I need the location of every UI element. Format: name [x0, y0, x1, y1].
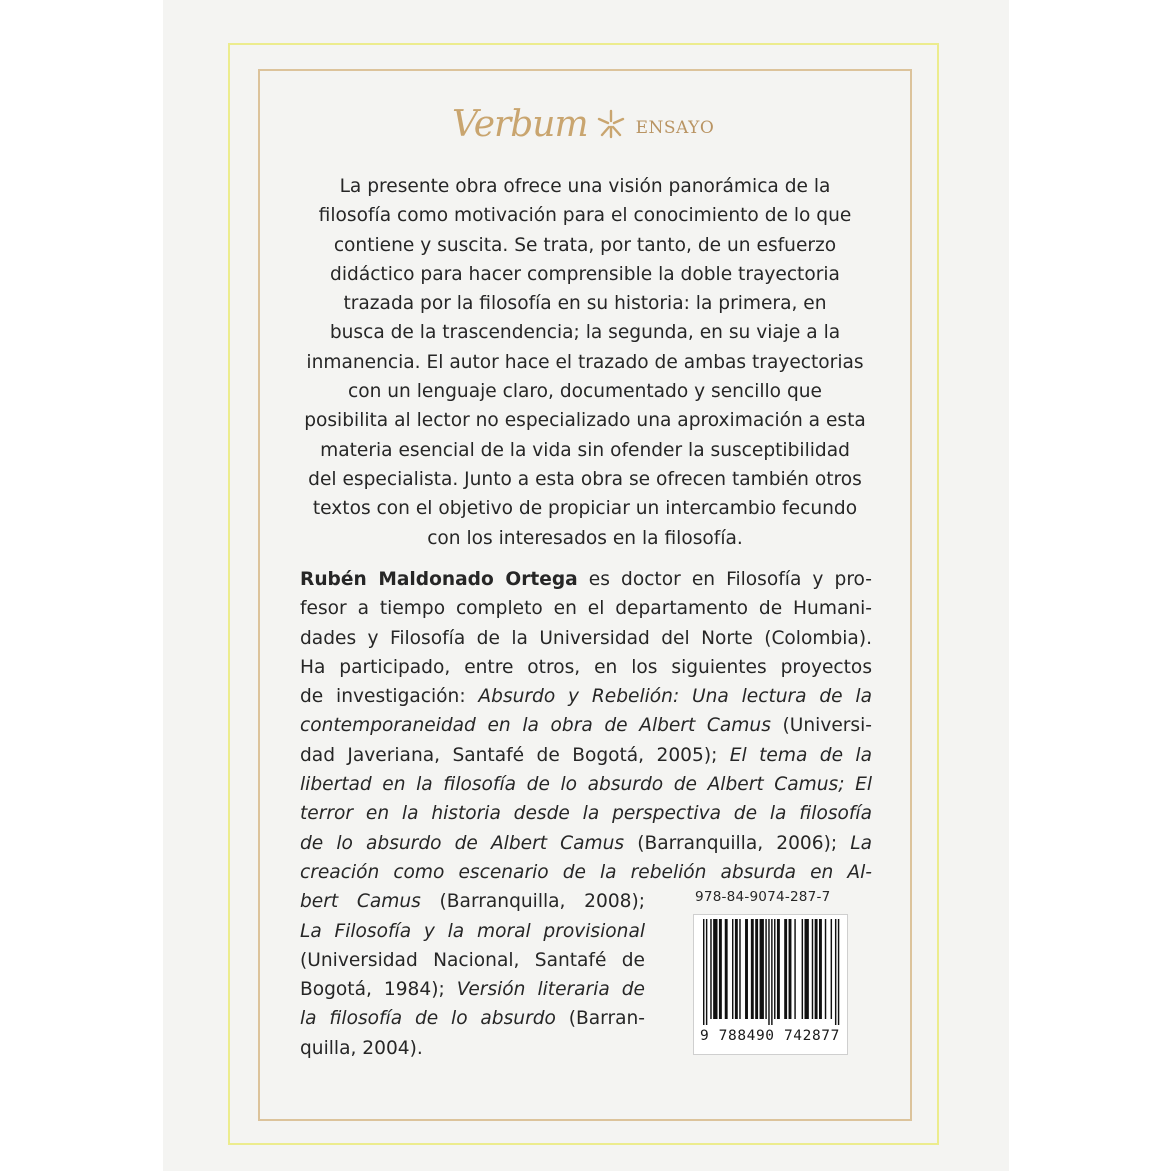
bio-line: dades y Filosofía de la Universidad del Norte (Colombia). — [300, 627, 872, 649]
barcode-icon — [701, 919, 842, 1027]
bio-line: Ha participado, entre otros, en los siguientes proyectos — [300, 656, 872, 678]
blurb-line: La presente obra ofrece una visión panorámica de la — [339, 176, 831, 197]
work-title: creación como escenario de la rebelión absurda en Al- — [300, 861, 872, 883]
bio-line: Rubén Maldonado Ortega es doctor en Filosofía y pro- — [300, 569, 872, 590]
series-name: ENSAYO — [635, 118, 715, 138]
asterisk-star-icon — [594, 107, 628, 141]
work-title: bert Camus — [300, 891, 421, 913]
work-title: la filosofía de lo absurdo — [300, 1008, 556, 1030]
imprint-name: Verbum — [452, 103, 588, 145]
work-title: de lo absurdo de Albert Camus — [300, 832, 625, 854]
bio-line: de investigación: Absurdo y Rebelión: Una lectura de la — [300, 686, 872, 708]
bio-line: quilla, 2004). — [300, 1037, 423, 1059]
bio-line: de lo absurdo de Albert Camus (Barranquilla, 2006); La — [300, 832, 872, 854]
author-name: Rubén Maldonado Ortega — [300, 569, 578, 590]
blurb-line: con los interesados en la filosofía. — [427, 527, 743, 549]
bio-line — [300, 858, 872, 887]
bio-line: bert Camus (Barranquilla, 2008); — [300, 891, 645, 913]
blurb-line: inmanencia. El autor hace el trazado de ambas trayectorias — [306, 351, 864, 373]
bio-line — [300, 770, 872, 799]
blurb-line: materia esencial de la vida sin ofender la susceptibilidad — [320, 439, 850, 461]
blurb-line: didáctico para hacer comprensible la doble trayectoria — [330, 263, 840, 285]
blurb-line: filosofía como motivación para el conocimiento de lo que — [318, 205, 852, 227]
bio-line — [300, 799, 872, 828]
work-title: libertad en la filosofía de lo absurdo de Albert Camus; El — [300, 774, 872, 796]
work-title: terror en la historia desde la perspectiva de la filosofía — [300, 803, 872, 825]
blurb-line: trazada por la filosofía en su historia: la primera, en — [343, 293, 827, 315]
barcode-digits: 9 788490 742877 — [700, 1028, 840, 1044]
work-title: Absurdo y Rebelión: Una lectura de la — [478, 686, 872, 708]
blurb-line: busca de la trascendencia; la segunda, en su viaje a la — [329, 322, 841, 344]
blurb-line: textos con el objetivo de propiciar un intercambio fecundo — [312, 498, 858, 520]
blurb-line: con un lenguaje claro, documentado y sencillo que — [347, 381, 823, 403]
bio-line: contemporaneidad en la obra de Albert Camus (Universi- — [300, 715, 872, 737]
blurb-line: contiene y suscita. Se trata, por tanto, de un esfuerzo — [333, 234, 837, 256]
work-title: Versión literaria de — [456, 979, 645, 1001]
work-title: La Filosofía y la moral provisional — [300, 920, 645, 942]
blurb-line: del especialista. Junto a esta obra se ofrecen también otros — [308, 468, 862, 490]
work-title: contemporaneidad en la obra de Albert Camus — [300, 715, 771, 737]
book-description — [296, 172, 874, 553]
work-title: La — [850, 832, 872, 854]
work-title: El tema de la — [729, 744, 872, 766]
bio-line: fesor a tiempo completo en el departamento de Humani- — [300, 598, 872, 620]
bio-line: dad Javeriana, Santafé de Bogotá, 2005); El tema de la — [300, 744, 872, 766]
isbn-label: 978-84-9074-287-7 — [695, 889, 831, 905]
bio-line — [300, 917, 645, 946]
publisher-logo — [452, 94, 772, 154]
isbn-barcode — [693, 914, 848, 1055]
bio-line: Bogotá, 1984); Versión literaria de — [300, 979, 645, 1001]
blurb-line: posibilita al lector no especializado una aproximación a esta — [304, 410, 866, 432]
bio-line: (Universidad Nacional, Santafé de — [300, 949, 645, 971]
bio-line: la filosofía de lo absurdo (Barran- — [300, 1008, 645, 1030]
